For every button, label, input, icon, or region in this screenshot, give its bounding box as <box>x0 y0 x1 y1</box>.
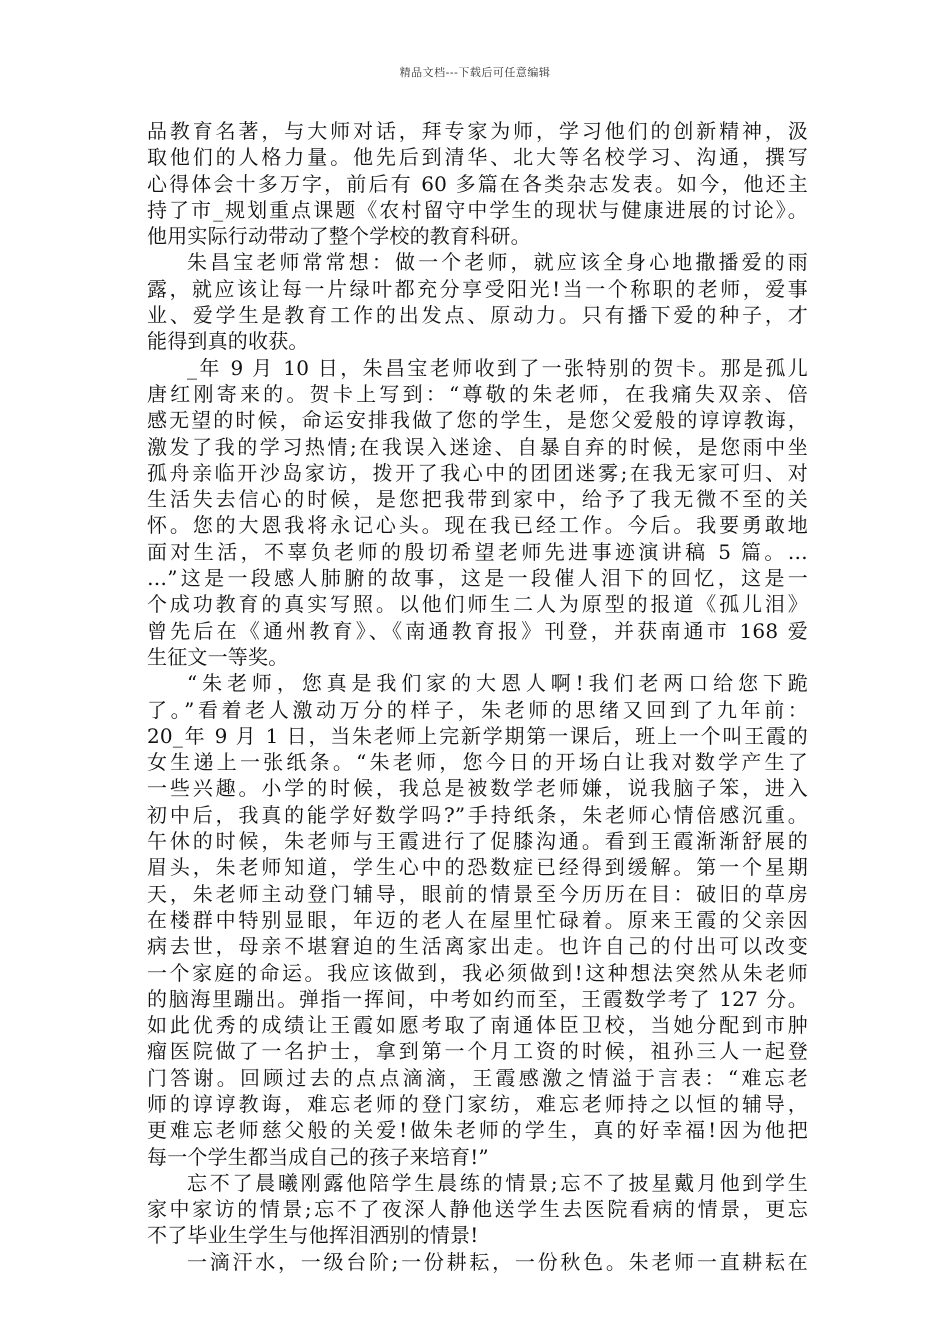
text-line: 露，就应该让每一片绿叶都充分享受阳光!当一个称职的老师，爱事 <box>147 276 808 301</box>
text-line: 家中家访的情景;忘不了夜深人静他送学生去医院看病的情景，更忘 <box>147 1197 808 1222</box>
document-body <box>147 118 808 1275</box>
text-line: 怀。您的大恩我将永记心头。现在我已经工作。今后。我要勇敢地 <box>147 513 808 538</box>
text-line: 眉头，朱老师知道，学生心中的恐数症已经得到缓解。第一个星期 <box>147 855 808 880</box>
text-line: 瘤医院做了一名护士，拿到第一个月工资的时候，祖孙三人一起登 <box>147 1039 808 1064</box>
text-line: 了。”看着老人激动万分的样子，朱老师的思绪又回到了九年前： <box>147 697 808 722</box>
text-line: 能得到真的收获。 <box>147 329 309 354</box>
text-line: 一滴汗水，一级台阶;一份耕耘，一份秋色。朱老师一直耕耘在 <box>187 1249 808 1274</box>
text-line: 如此优秀的成绩让王霞如愿考取了南通体臣卫校，当她分配到市肿 <box>147 1013 808 1038</box>
text-line: 女生递上一张纸条。“朱老师，您今日的开场白让我对数学产生了 <box>147 750 808 775</box>
text-line: _年 9 月 10 日，朱昌宝老师收到了一张特别的贺卡。那是孤儿 <box>187 355 808 380</box>
text-line: 面对生活，不辜负老师的殷切希望老师先进事迹演讲稿 5 篇。… <box>147 539 808 564</box>
text-line: 业、爱学生是教育工作的出发点、原动力。只有播下爱的种子，才 <box>147 303 808 328</box>
text-line: 师的谆谆教诲，难忘老师的登门家纺，难忘老师持之以恒的辅导， <box>147 1091 808 1116</box>
text-line: 每一个学生都当成自己的孩子来培育!” <box>147 1144 489 1169</box>
text-line: 心得体会十多万字，前后有 60 多篇在各类杂志发表。如今，他还主 <box>147 171 808 196</box>
text-line: 更难忘老师慈父般的关爱!做朱老师的学生，真的好幸福!因为他把 <box>147 1118 808 1143</box>
text-line: 唐红刚寄来的。贺卡上写到：“尊敬的朱老师，在我痛失双亲、倍 <box>147 381 808 406</box>
text-line: 取他们的人格力量。他先后到清华、北大等名校学习、沟通，撰写 <box>147 145 808 170</box>
text-line: 午休的时候，朱老师与王霞进行了促膝沟通。看到王霞渐渐舒展的 <box>147 829 808 854</box>
text-line: 持了市_规划重点课题《农村留守中学生的现状与健康进展的讨论》。 <box>147 197 808 222</box>
text-line: 一个家庭的命运。我应该做到，我必须做到!这种想法突然从朱老师 <box>147 960 808 985</box>
text-line: 激发了我的学习热情;在我误入迷途、自暴自弃的时候，是您雨中坐 <box>147 434 808 459</box>
text-line: 天，朱老师主动登门辅导，眼前的情景至今历历在目：破旧的草房 <box>147 881 808 906</box>
text-line: 孤舟亲临开沙岛家访，拨开了我心中的团团迷雾;在我无家可归、对 <box>147 460 808 485</box>
text-line: …”这是一段感人肺腑的故事，这是一段催人泪下的回忆，这是一 <box>147 566 808 591</box>
text-line: 他用实际行动带动了整个学校的教育科研。 <box>147 224 531 249</box>
text-line: 感无望的时候，命运安排我做了您的学生，是您父爱般的谆谆教诲， <box>147 408 808 433</box>
text-line: “朱老师，您真是我们家的大恩人啊!我们老两口给您下跪 <box>187 671 808 696</box>
text-line: 生征文一等奖。 <box>147 644 289 669</box>
page-header: 精品文档---下载后可任意编辑 <box>399 66 551 79</box>
text-line: 病去世，母亲不堪窘迫的生活离家出走。也许自己的付出可以改变 <box>147 934 808 959</box>
text-line: 曾先后在《通州教育》、《南通教育报》刊登，并获南通市 168 爱 <box>147 618 808 643</box>
text-line: 不了毕业生学生与他挥泪洒别的情景! <box>147 1223 479 1248</box>
text-line: 初中后，我真的能学好数学吗?”手持纸条，朱老师心情倍感沉重。 <box>147 802 808 827</box>
text-line: 生活失去信心的时候，是您把我带到家中，给予了我无微不至的关 <box>147 487 808 512</box>
text-line: 个成功教育的真实写照。以他们师生二人为原型的报道《孤儿泪》 <box>147 592 808 617</box>
text-line: 的脑海里蹦出。弹指一挥间，中考如约而至，王霞数学考了 127 分。 <box>147 986 808 1011</box>
text-line: 在楼群中特别显眼，年迈的老人在屋里忙碌着。原来王霞的父亲因 <box>147 907 808 932</box>
text-line: 朱昌宝老师常常想：做一个老师，就应该全身心地撒播爱的雨 <box>187 250 808 275</box>
text-line: 品教育名著，与大师对话，拜专家为师，学习他们的创新精神，汲 <box>147 119 808 143</box>
text-line: 忘不了晨曦刚露他陪学生晨练的情景;忘不了披星戴月他到学生 <box>187 1170 808 1195</box>
text-line: 门答谢。回顾过去的点点滴滴，王霞感激之情溢于言表：“难忘老 <box>147 1065 808 1090</box>
text-line: 20_年 9 月 1 日，当朱老师上完新学期第一课后，班上一个叫王霞的 <box>147 723 808 748</box>
text-line: 一些兴趣。小学的时候，我总是被数学老师嫌，说我脑子笨，进入 <box>147 776 808 801</box>
